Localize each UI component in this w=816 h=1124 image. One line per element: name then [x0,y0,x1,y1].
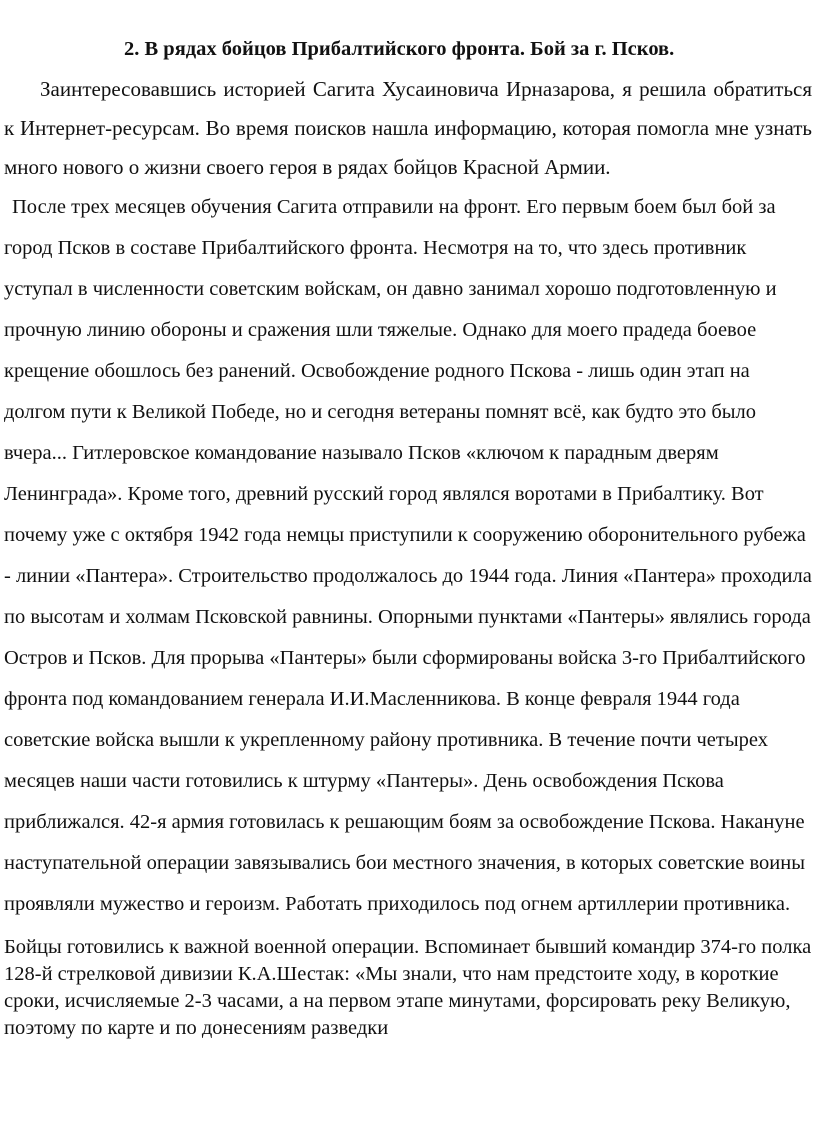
paragraph-intro: Заинтересовавшись историей Сагита Хусаиновича Ирназарова, я решила обратиться к Интернет-ресурсам. Во время поисков нашла информацию, которая помогла мне узнать много нового о жизни своего героя в рядах бойцов Красной Армии. [4,77,812,179]
paragraph-preparation: Бойцы готовились к важной военной операции. Вспоминает бывший командир 374-го полка 128-й стрелковой дивизии К.А.Шестак: «Мы знали, что нам предстоите ходу, в короткие сроки, исчисляемые 2-3 часами, а на первом этапе минутами, форсировать реку Великую, поэтому по карте и по донесениям разведки [4,936,812,1039]
section-title: 2. В рядах бойцов Прибалтийского фронта. Бой за г. Псков. [124,38,675,60]
paragraph-battle: После трех месяцев обучения Сагита отправили на фронт. Его первым боем был бой за город Псков в составе Прибалтийского фронта. Несмотря на то, что здесь противник уступал в численности советским войскам, он давно занимал хорошо подготовленную и прочную линию обороны и сражения шли тяжелые. Однако для моего прадеда боевое крещение обошлось без ранений. Освобождение родного Пскова - лишь один этап на долгом пути к Великой Победе, но и сегодня ветераны помнят всё, как будто это было вчера... Гитлеровское командование называло Псков «ключом к парадным дверям Ленинграда». Кроме того, древний русский город являлся воротами в Прибалтику. Вот почему уже с октября 1942 года немцы приступили к сооружению оборонительного рубежа - линии «Пантера». Строительство продолжалось до 1944 года. Линия «Пантера» проходила по высотам и холмам Псковской равнины. Опорными пунктами «Пантеры» являлись города Остров и Псков. Для прорыва «Пантеры» были сформированы войска 3-го Прибалтийского фронта под командованием генерала И.И.Масленникова. В конце февраля 1944 года советские войска вышли к укрепленному району противника. В течение почти четырех месяцев наши части готовились к штурму «Пантеры». День освобождения Пскова приближался. 42-я армия готовилась к решающим боям за освобождение Пскова. Накануне наступательной операции завязывались бои местного значения, в которых советские воины проявляли мужество и героизм. Работать приходилось под огнем артиллерии противника. [4,196,812,915]
